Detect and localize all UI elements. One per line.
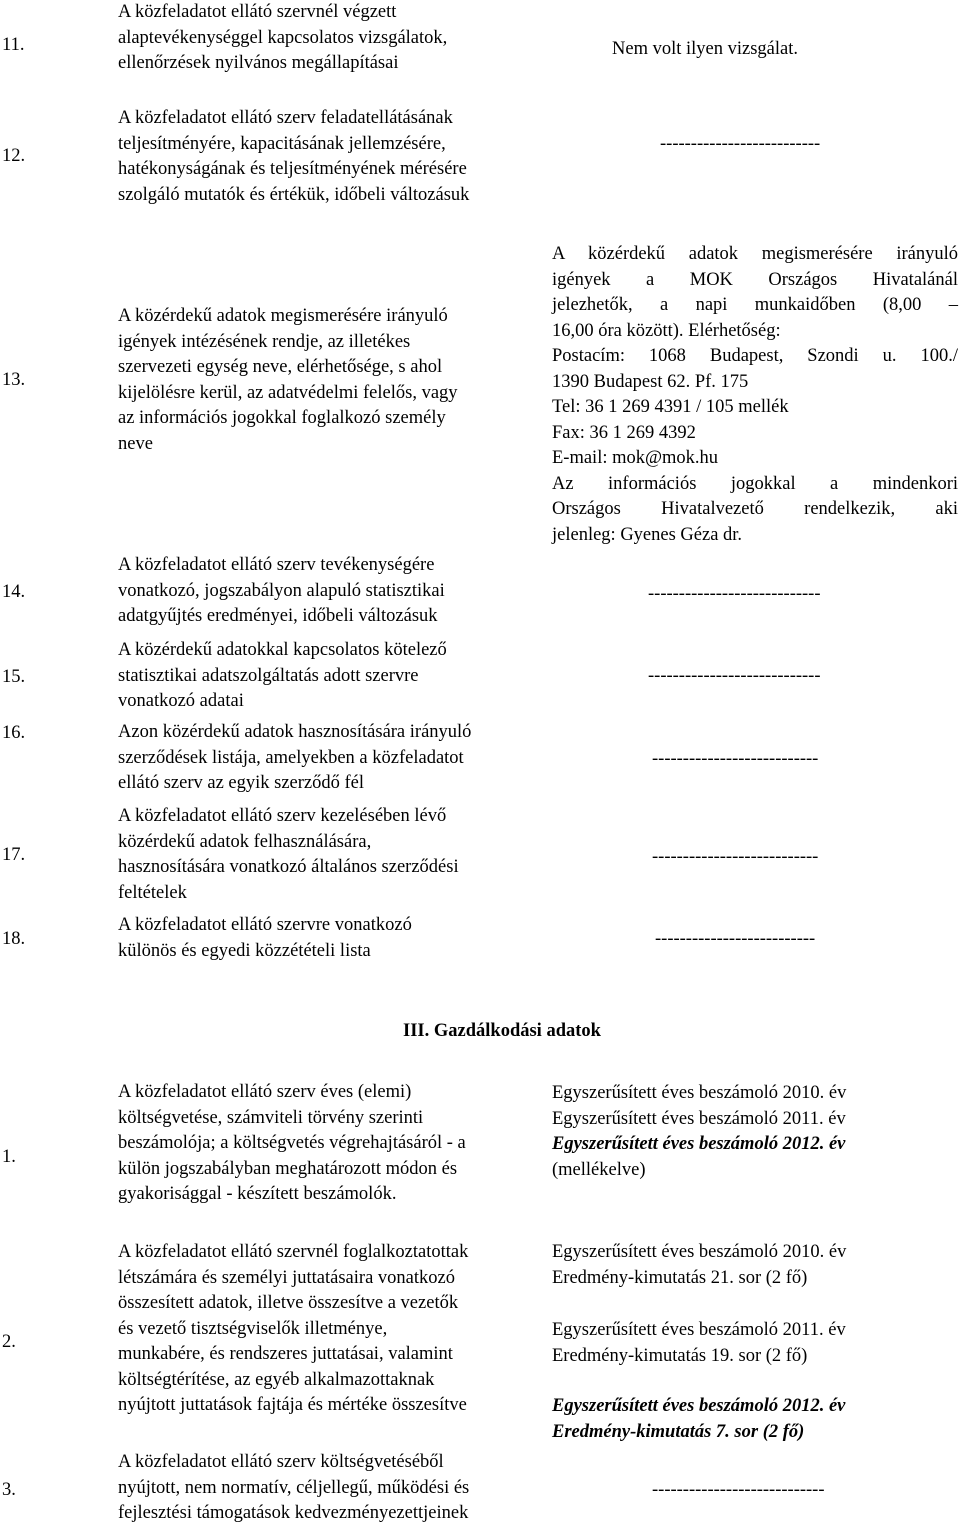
row-number: 3. [2,1480,16,1500]
desc-line: feltételek [118,882,187,903]
value-line: 1390 Budapest 62. Pf. 175 [552,371,749,392]
desc-line: hasznosítására vonatkozó általános szerződési [118,857,459,877]
row-number: 12. [2,146,26,166]
row-value: Nem volt ilyen vizsgálat. [612,39,798,59]
value-line: Egyszerűsített éves beszámoló 2011. év [552,1320,846,1340]
value-line: Egyszerűsített éves beszámoló 2010. év [552,1242,847,1262]
row-description [118,638,543,715]
row-number: 11. [2,35,25,55]
value-line: (mellékelve) [552,1159,646,1180]
row-value [552,1394,958,1445]
desc-line: szervezeti egység neve, elérhetősége, s ahol [118,357,443,377]
row-description [118,106,543,208]
desc-line: ellátó szerv az egyik szerződő fél [118,773,365,793]
desc-line: teljesítményére, kapacitásának jellemzésére, [118,133,446,154]
row-number: 2. [2,1332,16,1352]
desc-line: hatékonyságának és teljesítményének mérésére [118,159,467,179]
value-line: Eredmény-kimutatás 7. sor (2 fő) [552,1421,805,1442]
value-line: E-mail: mok@mok.hu [552,448,719,468]
desc-line: nyújtott juttatások fajtája és mértéke összesítve [118,1395,467,1415]
row-description [118,1450,543,1527]
row-number: 14. [2,582,26,602]
row-number: 17. [2,845,26,865]
row-description [118,1240,543,1419]
row-value-dashes: --------------------------- [652,749,819,769]
row-value-dashes: ---------------------------- [648,666,821,686]
desc-line: külön jogszabályban meghatározott módon és [118,1158,458,1179]
desc-line: A közfeladatot ellátó szervre vonatkozó [118,915,412,935]
row-number: 18. [2,929,26,949]
value-line: Fax: 36 1 269 4392 [552,422,696,443]
desc-line: különös és egyedi közzétételi lista [118,940,371,961]
section-heading: III. Gazdálkodási adatok [403,1021,601,1041]
value-line: 16,00 óra között). Elérhetőség: [552,320,781,341]
desc-line: költségvetése, számviteli törvény szerinti [118,1107,424,1128]
row-description [118,804,543,906]
row-description [118,913,543,964]
desc-line: kijelölésre kerül, az adatvédelmi felelős, vagy [118,382,458,403]
value-line: Egyszerűsített éves beszámoló 2012. év [552,1134,846,1154]
desc-line: létszámára és személyi juttatásaira vonatkozó [118,1267,455,1288]
desc-line: ellenőrzések nyilvános megállapításai [118,53,399,73]
desc-line: összesített adatok, illetve összesítve a vezetők [118,1293,459,1313]
desc-line: és vezető tisztségviselők illetménye, [118,1318,388,1339]
desc-line: munkabére, és rendszeres juttatásai, valamint [118,1344,453,1364]
desc-line: vonatkozó, jogszabályon alapuló statisztikai [118,580,445,601]
value-line: Eredmény-kimutatás 19. sor (2 fő) [552,1345,808,1366]
row-number: 1. [2,1147,16,1167]
desc-line: igények intézésének rendje, az illetékes [118,331,411,352]
row-value [552,1081,958,1183]
row-value-dashes: --------------------------- [652,847,819,867]
desc-line: neve [118,433,153,454]
row-value [552,1318,958,1369]
row-description [118,720,543,797]
row-value [552,1240,958,1291]
desc-line: A közfeladatot ellátó szervnél végzett [118,2,397,22]
desc-line: alaptevékenységgel kapcsolatos vizsgálatok, [118,27,448,48]
row-value [552,242,958,548]
desc-line: A közérdekű adatokkal kapcsolatos kötelező [118,640,447,660]
value-line: Egyszerűsített éves beszámoló 2010. év [552,1083,847,1103]
desc-line: adatgyűjtés eredményei, időbeli változásuk [118,606,438,626]
value-line: Az információs jogokkal a mindenkori [552,473,958,494]
desc-line: szolgáló mutatók és értékük, időbeli változásuk [118,184,470,205]
desc-line: költségtérítése, az egyéb alkalmazottaknak [118,1369,435,1390]
value-line: Postacím: 1068 Budapest, Szondi u. 100./ [552,346,958,366]
row-number: 13. [2,370,26,390]
desc-line: A közérdekű adatok megismerésére irányuló [118,306,448,326]
row-description [118,304,543,457]
desc-line: A közfeladatot ellátó szerv költségvetéséből [118,1452,444,1472]
value-line: jelenleg: Gyenes Géza dr. [552,524,743,545]
desc-line: statisztikai adatszolgáltatás adott szervre [118,665,419,686]
desc-line: nyújtott, nem normatív, céljellegű, működési és [118,1477,470,1498]
desc-line: fejlesztési támogatások kedvezményezettjeinek [118,1503,469,1523]
desc-line: beszámolója; a költségvetés végrehajtásáról - a [118,1133,466,1153]
desc-line: közérdekű adatok felhasználására, [118,831,372,852]
row-value-dashes: ---------------------------- [648,584,821,604]
value-line: jelezhetők, a napi munkaidőben (8,00 – [552,295,958,315]
row-number: 16. [2,723,26,743]
value-line: Egyszerűsített éves beszámoló 2012. év [552,1396,846,1416]
desc-line: vonatkozó adatai [118,691,244,711]
row-description [118,0,543,77]
value-line: Egyszerűsített éves beszámoló 2011. év [552,1108,846,1129]
row-description [118,553,543,630]
value-line: A közérdekű adatok megismerésére irányuló [552,244,958,264]
value-line: igények a MOK Országos Hivatalánál [552,269,958,290]
desc-line: A közfeladatot ellátó szerv tevékenységére [118,555,435,575]
desc-line: szerződések listája, amelyekben a közfeladatot [118,747,464,768]
desc-line: A közfeladatot ellátó szervnél foglalkoztatottak [118,1242,469,1262]
desc-line: Azon közérdekű adatok hasznosítására irányuló [118,722,472,742]
row-number: 15. [2,667,26,687]
row-description [118,1080,543,1208]
row-value-dashes: ---------------------------- [652,1480,825,1500]
desc-line: A közfeladatot ellátó szerv éves (elemi) [118,1082,412,1102]
desc-line: A közfeladatot ellátó szerv feladatellátásának [118,108,453,128]
desc-line: A közfeladatot ellátó szerv kezelésében lévő [118,806,447,826]
desc-line: gyakorisággal - készített beszámolók. [118,1184,397,1204]
desc-line: az információs jogokkal foglalkozó személy [118,408,446,428]
row-value-dashes: -------------------------- [660,134,821,154]
value-line: Tel: 36 1 269 4391 / 105 mellék [552,397,789,417]
row-value-dashes: -------------------------- [655,929,816,949]
value-line: Eredmény-kimutatás 21. sor (2 fő) [552,1267,808,1288]
value-line: Országos Hivatalvezető rendelkezik, aki [552,499,958,519]
